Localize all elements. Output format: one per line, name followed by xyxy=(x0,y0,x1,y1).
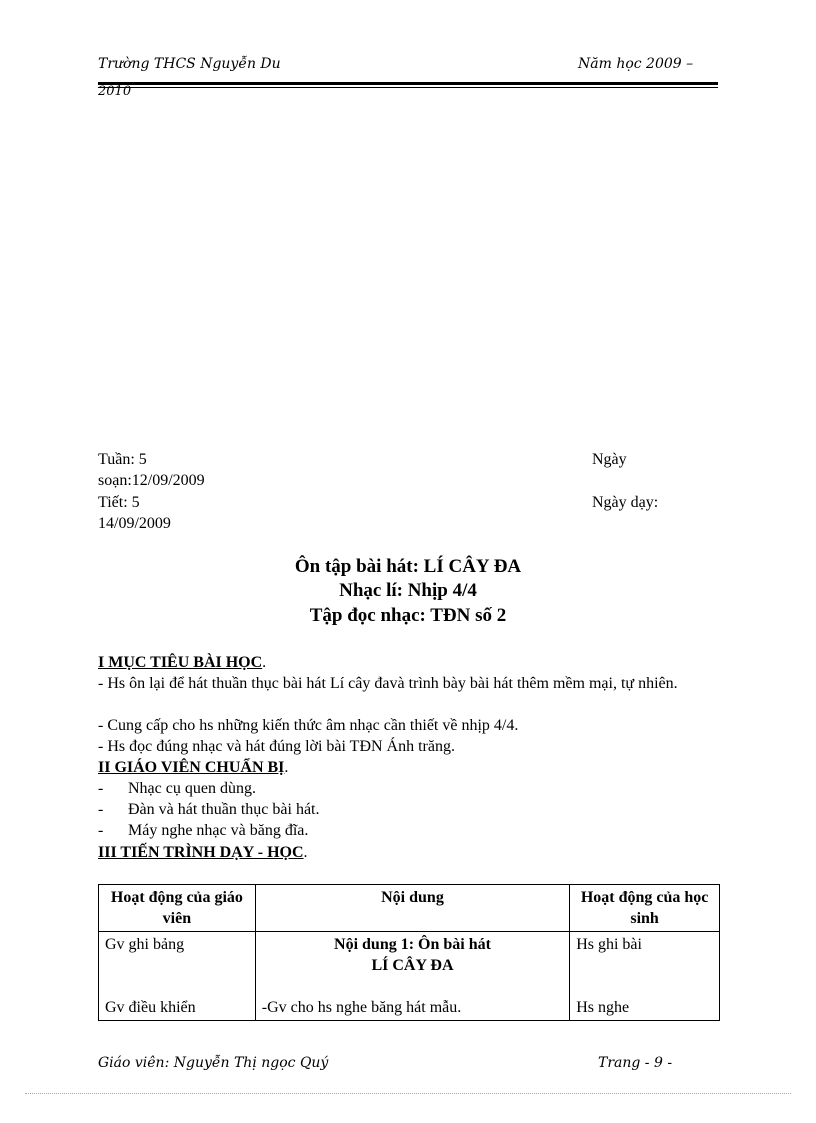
content-title: Nội dung 1: Ôn bài hát xyxy=(334,936,491,953)
content-subtitle: LÍ CÂY ĐA xyxy=(371,957,454,974)
header-student-activity: Hoạt động của học sinh xyxy=(570,885,720,932)
section2-item-2-text: Đàn và hát thuần thục bài hát. xyxy=(128,801,320,818)
section2-heading-suffix: . xyxy=(284,759,289,776)
section2-item-1: - Nhạc cụ quen dùng. xyxy=(98,780,256,797)
section3-heading: III TIẾN TRÌNH DẠY - HỌC xyxy=(98,844,304,861)
teacher-activity-1: Gv ghi bảng xyxy=(105,936,185,953)
header-school-year: Năm học 2009 – xyxy=(578,56,694,72)
prep-date-label: Ngày xyxy=(592,451,627,468)
footer-page-number: Trang - 9 - xyxy=(598,1055,673,1071)
student-activity-1: Hs ghi bài xyxy=(576,936,642,953)
table-row xyxy=(99,932,720,1021)
section1-item-3: - Hs đọc đúng nhạc và hát đúng lời bài TĐN Ánh trăng. xyxy=(98,738,455,755)
section1-item-2: - Cung cấp cho hs những kiến thức âm nhạc cần thiết về nhịp 4/4. xyxy=(98,717,519,734)
teach-date-value: 14/09/2009 xyxy=(98,515,171,532)
prep-date-value: soạn:12/09/2009 xyxy=(98,472,205,489)
content-cell xyxy=(255,932,569,1021)
footer-teacher: Giáo viên: Nguyễn Thị ngọc Quý xyxy=(98,1055,329,1071)
teacher-activity-cell xyxy=(99,932,256,1021)
header-rule-thick xyxy=(98,82,718,85)
section2-item-3-text: Máy nghe nhạc và băng đĩa. xyxy=(128,822,309,839)
header-content: Nội dung xyxy=(255,885,569,932)
header-school-year-end: 2010 xyxy=(98,84,132,99)
period-label: Tiết: 5 xyxy=(98,494,140,511)
lesson-plan-table xyxy=(98,884,720,1021)
week-label: Tuần: 5 xyxy=(98,451,147,468)
teach-date-label: Ngày dạy: xyxy=(592,494,659,511)
section1-item-1: - Hs ôn lại để hát thuần thục bài hát Lí cây đavà trình bày bài hát thêm mềm mại, tự nhiên. xyxy=(98,675,678,692)
student-activity-2: Hs nghe xyxy=(576,999,630,1016)
student-activity-cell xyxy=(570,932,720,1021)
header-teacher-activity: Hoạt động của giáo viên xyxy=(99,885,256,932)
section2-item-2: - Đàn và hát thuần thục bài hát. xyxy=(98,801,320,818)
section2-heading-wrap xyxy=(98,757,288,778)
table-header-row xyxy=(99,885,720,932)
lesson-title: Ôn tập bài hát: LÍ CÂY ĐA xyxy=(294,556,522,577)
lesson-subtitle-theory: Nhạc lí: Nhịp 4/4 xyxy=(339,580,477,601)
section3-heading-suffix: . xyxy=(303,844,308,861)
section2-heading: II GIÁO VIÊN CHUẨN BỊ xyxy=(98,759,285,776)
section3-heading-wrap xyxy=(98,842,308,863)
section1-heading-suffix: . xyxy=(262,654,267,671)
section1-heading: I MỤC TIÊU BÀI HỌC xyxy=(98,654,263,671)
content-activity-2: -Gv cho hs nghe băng hát mẫu. xyxy=(261,999,462,1016)
lesson-subtitle-sight-reading: Tập đọc nhạc: TĐN số 2 xyxy=(309,605,507,626)
section2-item-1-text: Nhạc cụ quen dùng. xyxy=(128,780,256,797)
page-bottom-divider xyxy=(25,1093,791,1094)
section1-heading-wrap xyxy=(98,652,266,673)
header-rule-thin xyxy=(98,87,718,88)
header-school: Trường THCS Nguyễn Du xyxy=(98,56,281,72)
section2-item-3: - Máy nghe nhạc và băng đĩa. xyxy=(98,822,309,839)
teacher-activity-2: Gv điều khiển xyxy=(105,999,196,1016)
